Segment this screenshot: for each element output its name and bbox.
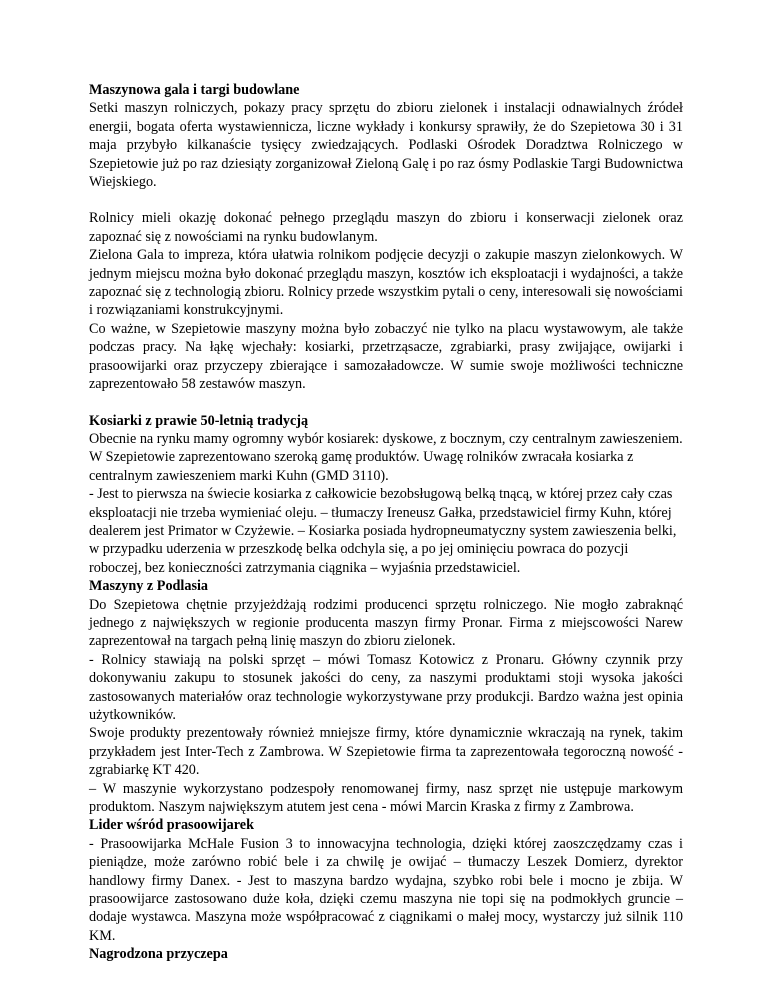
paragraph-field-demo: Co ważne, w Szepietowie maszyny można było zobaczyć nie tylko na placu wystawowym, ale także podczas pracy. Na łąkę wjechały: kosiarki, przetrząsacze, zgrabiarki, prasy zwijające, owijarki i prasoowijarki oraz przyczepy zbierające i samozaładowcze. W sumie swoje możliwości techniczne zaprezentowało 58 zestawów maszyn. <box>89 320 683 393</box>
section-heading-przyczepa: Nagrodzona przyczepa <box>89 946 228 963</box>
paragraph-podlasie-intertech: Swoje produkty prezentowały również mniejsze firmy, które dynamicznie wkraczają na rynek, takim przykładem jest Inter-Tech z Zambrowa. W Szepietowie firma ta zaprezentowała tegoroczną nowość - zgrabiarkę KT 420. <box>89 725 683 779</box>
paragraph-prasoowijarki: - Prasoowijarka McHale Fusion 3 to innowacyjna technologia, dzięki której zaoszczędzamy czas i pieniądze, może zarówno robić bele i za chwilę je owijać – tłumaczy Leszek Domierz, dyrektor handlowy firmy Danex. - Jest to maszyna bardzo wydajna, szybko robi bele i mocno je zbija. W prasoowijarce zastosowano duże koła, dzięki czemu maszyna nie topi się na podmokłych gruncie – dodaje wystawca. Maszyna może współpracować z ciągnikami o małej mocy, wystarczy już silnik 110 KM. <box>89 835 683 944</box>
paragraph-zielona-gala: Zielona Gala to impreza, która ułatwia rolnikom podjęcie decyzji o zakupie maszyn zielonkowych. W jednym miejscu można było dokonać przeglądu maszyn, kosztów ich eksploatacji i wydajności, a także zapoznać się z technologią zbioru. Rolnicy przede wszystkim pytali o ceny, interesowali się nowościami i rozwiązaniami konstrukcyjnymi. <box>89 247 683 319</box>
section-heading-podlasie: Maszyny z Podlasia <box>89 578 209 595</box>
section-heading-kosiarki: Kosiarki z prawie 50-letnią tradycją <box>89 412 309 429</box>
paragraph-gap <box>89 191 683 209</box>
paragraph-overview: Rolnicy mieli okazję dokonać pełnego przeglądu maszyn do zbioru i konserwacji zielonek oraz zapoznać się z nowościami na rynku budowlanym. <box>89 210 683 245</box>
article-title: Maszynowa gala i targi budowlane <box>89 82 300 98</box>
paragraph-gap <box>89 394 683 412</box>
section-heading-prasoowijarki: Lider wśród prasoowijarek <box>89 817 254 834</box>
paragraph-podlasie-kraska: – W maszynie wykorzystano podzespoły renomowanej firmy, nasz sprzęt nie ustępuje markowym produktom. Naszym największym atutem jest cena - mówi Marcin Kraska z firmy z Zambrowa. <box>89 780 683 816</box>
paragraph-kosiarki-quote: - Jest to pierwsza na świecie kosiarka z całkowicie bezobsługową belką tnącą, w której przez cały czas eksploatacji nie trzeba wymieniać oleju. – tłumaczy Ireneusz Gałka, przedstawiciel firmy Kuhn, której dealerem jest Primator w Czyżewie. – Kosiarka posiada hydropneumatyczny system zawieszenia belki, w przypadku uderzenia w przeszkodę belka odchyla się, a po jej ominięciu powraca do pozycji roboczej, bez konieczności zatrzymania ciągnika – wyjaśnia przedstawiciel. <box>89 486 677 576</box>
paragraph-podlasie-pronar: Do Szepietowa chętnie przyjeżdżają rodzimi producenci sprzętu rolniczego. Nie mogło zabraknąć jednego z największych w regionie producenta maszyn firmy Pronar. Firma z miejscowości Narew zaprezentował na targach pełną linię maszyn do zbioru zielonek. <box>89 596 683 650</box>
paragraph-podlasie-quote: - Rolnicy stawiają na polski sprzęt – mówi Tomasz Kotowicz z Pronaru. Główny czynnik przy dokonywaniu zakupu to stosunek jakości do ceny, za naszymi produktami stoji wysoka jakości zastosowanych materiałów oraz technologie wykorzystywane przy produkcji. Bardzo ważna jest opinia użytkowników. <box>89 651 683 723</box>
intro-paragraph: Setki maszyn rolniczych, pokazy pracy sprzętu do zbioru zielonek i instalacji odnawialnych źródeł energii, bogata oferta wystawiennicza, liczne wykłady i konkursy sprawiły, że do Szepietowa 30 i 31 maja przybyło kilkanaście tysięcy zwiedzających. Podlaski Ośrodek Doradztwa Rolniczego w Szepietowie już po raz dziesiąty zorganizował Zieloną Galę i po raz ósmy Podlaskie Targi Budownictwa Wiejskiego. <box>89 100 683 191</box>
document-page <box>89 81 683 964</box>
paragraph-kosiarki-market: Obecnie na rynku mamy ogromny wybór kosiarek: dyskowe, z bocznym, czy centralnym zawieszeniem. W Szepietowie zaprezentowano szeroką gamę produktów. Uwagę rolników zwracała kosiarka z centralnym zawieszeniem marki Kuhn (GMD 3110). <box>89 430 683 484</box>
